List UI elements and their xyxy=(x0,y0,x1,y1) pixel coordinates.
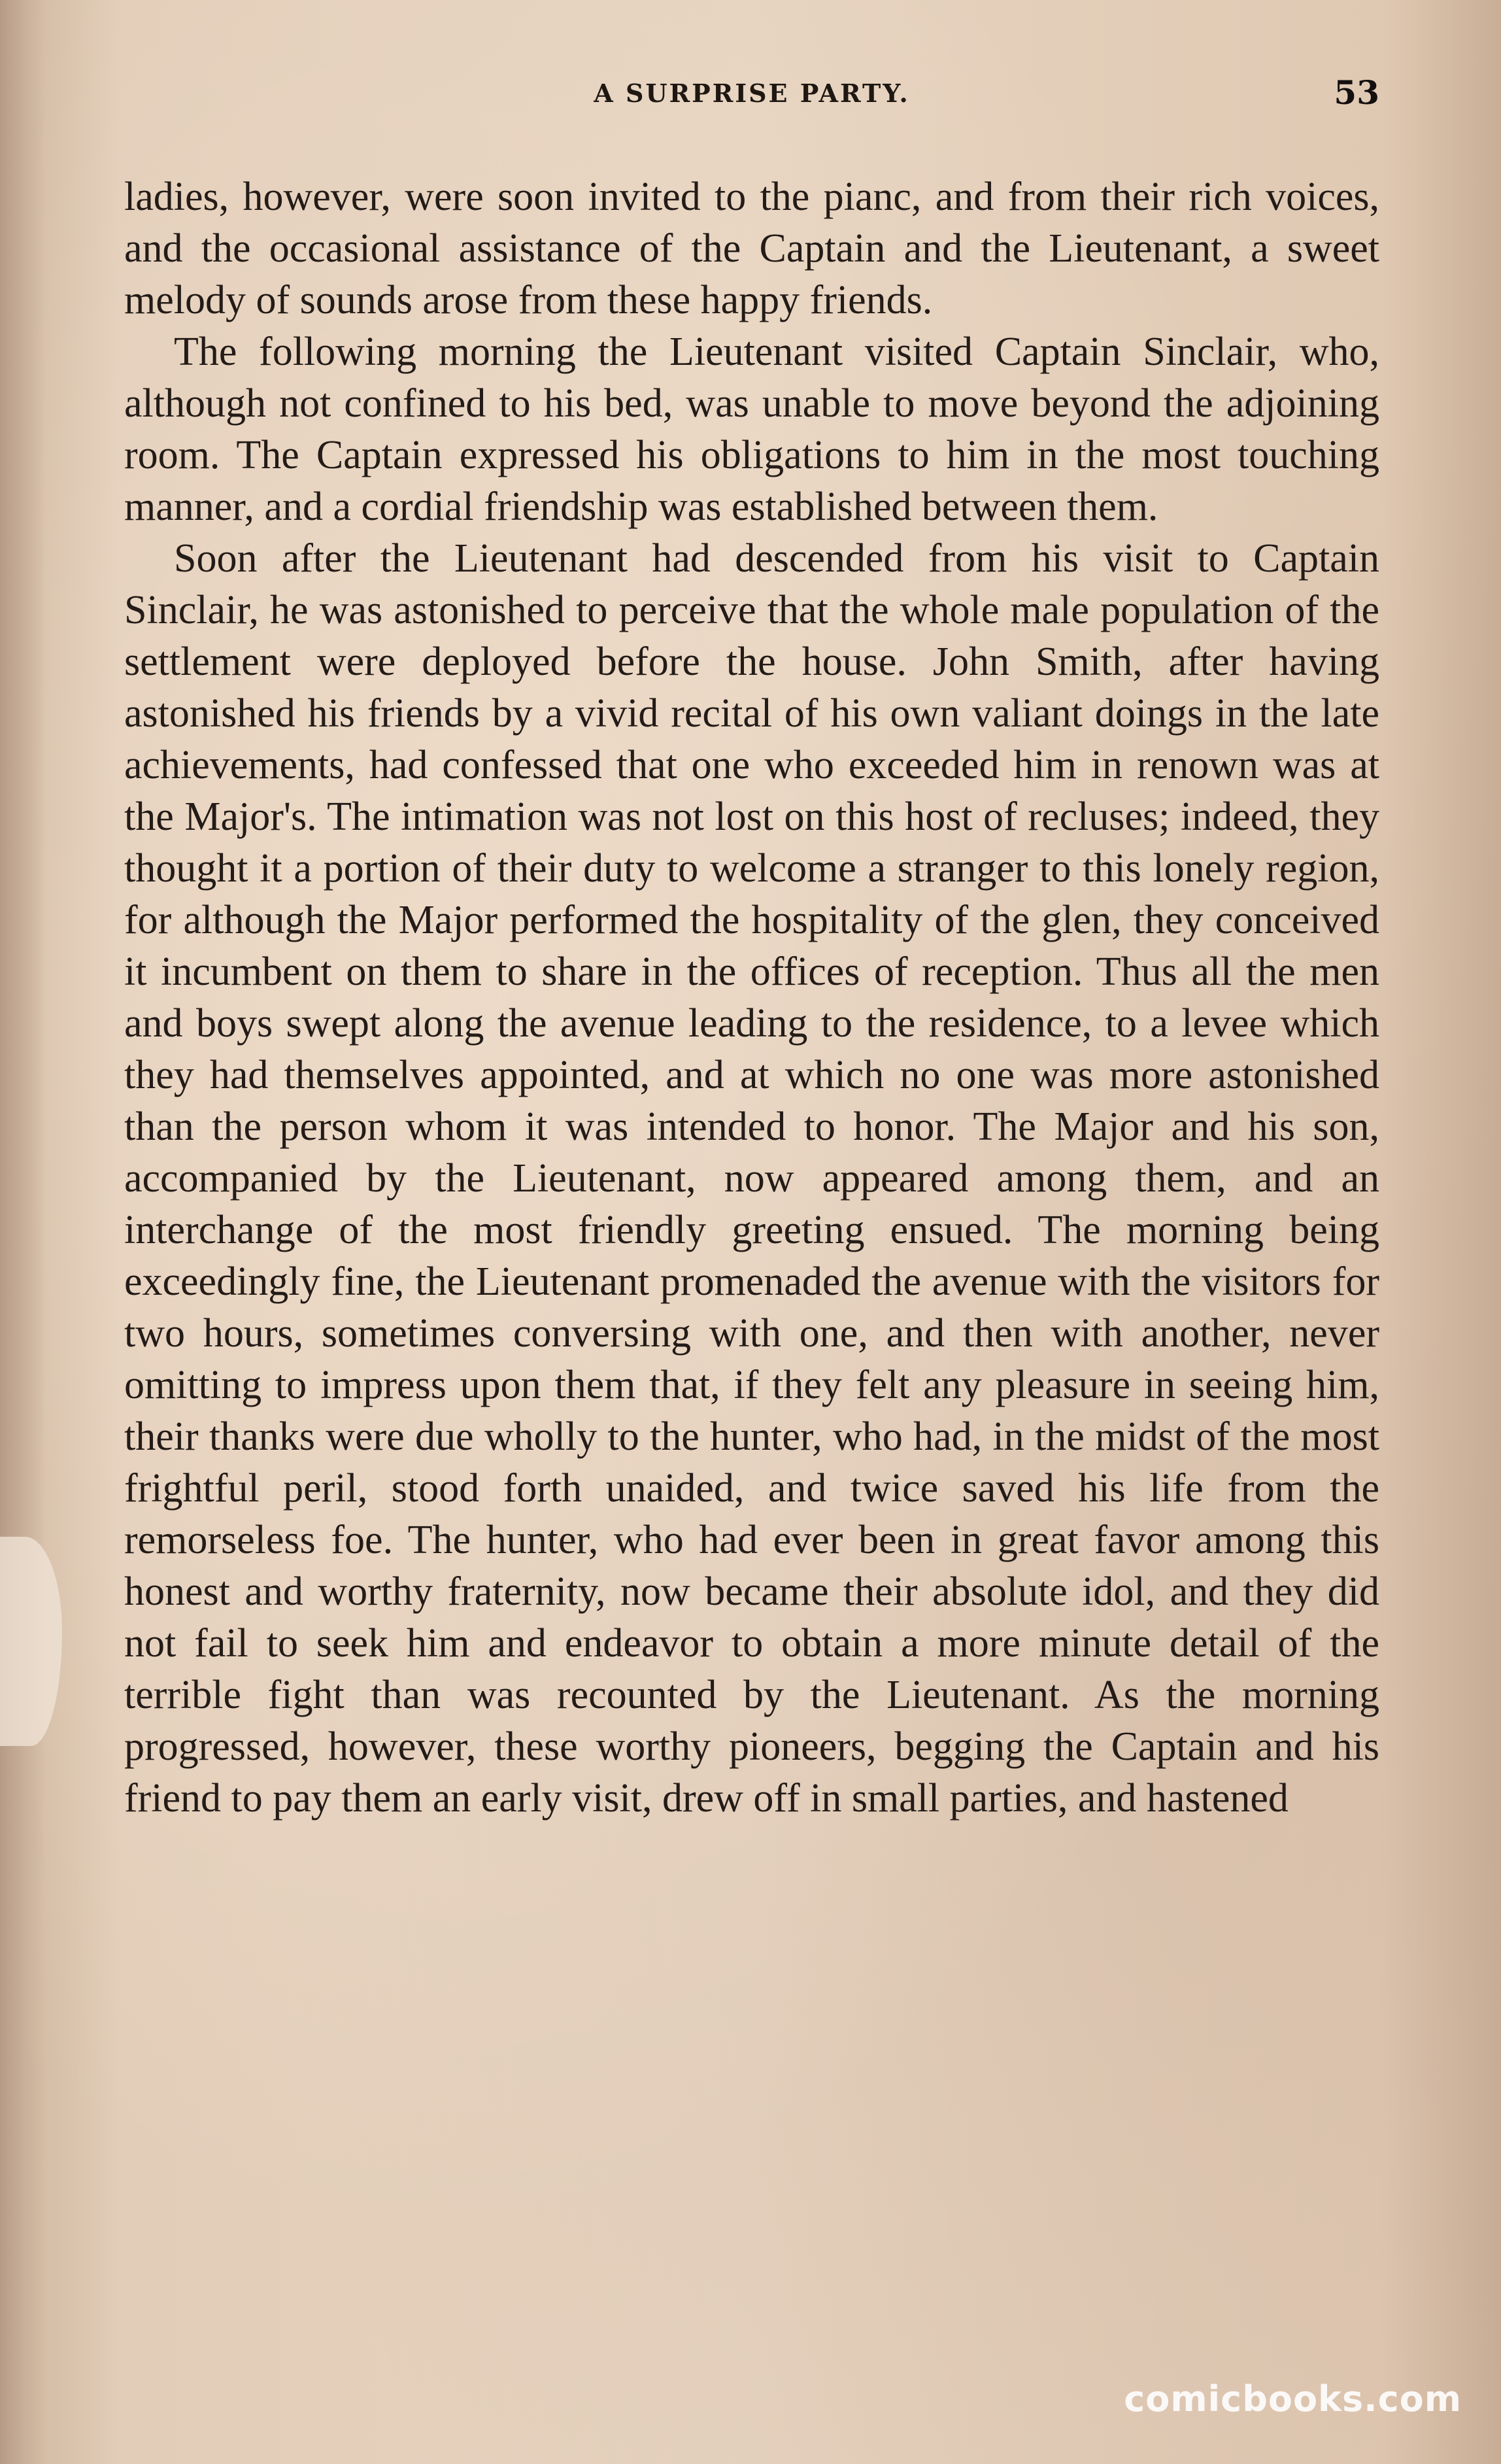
paragraph: Soon after the Lieutenant had descended from his visit to Captain Sinclair, he was astonished to perceive that the whole male population of the settlement were deployed before the house. John Smith, after having astonished his friends by a vivid recital of his own valiant doings in the late achievements, had confessed that one who exceeded him in renown was at the Major's. The intimation was not lost on this host of recluses; indeed, they thought it a portion of their duty to welcome a stranger to this lonely region, for although the Major performed the hospitality of the glen, they conceived it incumbent on them to share in the offices of reception. Thus all the men and boys swept along the avenue leading to the residence, to a levee which they had themselves appointed, and at which no one was more astonished than the person whom it was intended to honor. The Major and his son, accompanied by the Lieutenant, now appeared among them, and an interchange of the most friendly greeting ensued. The morning being exceedingly fine, the Lieutenant promenaded the avenue with the visitors for two hours, sometimes conversing with one, and then with another, never omitting to impress upon them that, if they felt any pleasure in seeing him, their thanks were due wholly to the hunter, who had, in the midst of the most frightful peril, stood forth unaided, and twice saved his life from the remorseless foe. The hunter, who had ever been in great favor among this honest and worthy fraternity, now became their absolute idol, and they did not fail to seek him and endeavor to obtain a more minute detail of the terrible fight than was recounted by the Lieutenant. As the morning progressed, however, these worthy pioneers, begging the Captain and his friend to pay them an early visit, drew off in small parties, and hastened xyxy=(124,536,1379,1821)
watermark: comicbooks.com xyxy=(1124,2378,1462,2420)
paragraph: ladies, however, were soon invited to the pianc, and from their rich voices, and the occasional assistance of the Captain and the Lieutenant, a sweet melody of sounds arose from these happy friends. xyxy=(124,175,1379,322)
page-tear xyxy=(0,1537,62,1746)
page-number: 53 xyxy=(1334,73,1379,112)
running-title: A SURPRISE PARTY. xyxy=(594,78,910,108)
paragraph: The following morning the Lieutenant visited Captain Sinclair, who, although not confined to his bed, was unable to move beyond the adjoining room. The Captain expressed his obligations to him in the most touching manner, and a cordial friendship was established between them. xyxy=(124,330,1379,529)
body-text xyxy=(124,171,1379,1824)
page-header xyxy=(124,73,1379,112)
page-gutter-shadow xyxy=(0,0,46,2464)
